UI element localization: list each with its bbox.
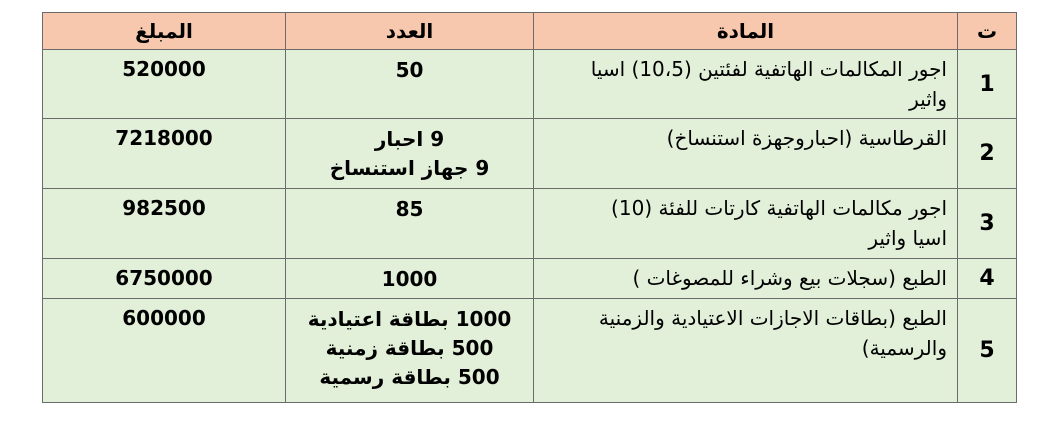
item-line: الطبع (سجلات بيع وشراء للمصوغات ) — [632, 266, 947, 290]
count-line: 1000 — [381, 267, 438, 291]
header-count: العدد — [286, 13, 534, 50]
item-line: اجور مكالمات الهاتفية كارتات للفئة (10) — [611, 196, 947, 220]
count-line: 50 — [395, 58, 424, 82]
index-cell: 3 — [958, 189, 1017, 259]
expenses-table — [42, 12, 1017, 403]
header-row — [43, 13, 1017, 50]
item-line: واثير — [909, 87, 947, 111]
amount-cell: 7218000 — [43, 119, 286, 189]
count-cell — [286, 119, 534, 189]
count-line: 1000 بطاقة اعتيادية — [307, 307, 512, 331]
amount-cell: 520000 — [43, 50, 286, 119]
table-row — [43, 189, 1017, 259]
count-line: 85 — [395, 197, 424, 221]
item-line: القرطاسية (احباروجهزة استنساخ) — [666, 126, 947, 150]
item-line: الطبع (بطاقات الاجازات الاعتيادية والزمنية — [598, 306, 947, 330]
count-line: 500 بطاقة رسمية — [319, 365, 500, 389]
count-cell — [286, 50, 534, 119]
item-cell — [534, 189, 958, 259]
table-row — [43, 259, 1017, 299]
index-cell: 1 — [958, 50, 1017, 119]
item-cell — [534, 119, 958, 189]
item-line: اجور المكالمات الهاتفية لفئتين (10،5) اسيا — [590, 57, 947, 81]
index-cell: 2 — [958, 119, 1017, 189]
count-cell — [286, 299, 534, 403]
header-amount: المبلغ — [43, 13, 286, 50]
count-line: 9 جهاز استنساخ — [329, 156, 490, 180]
index-cell: 4 — [958, 259, 1017, 299]
table-row — [43, 119, 1017, 189]
header-index: ت — [958, 13, 1017, 50]
count-line: 500 بطاقة زمنية — [325, 336, 494, 360]
item-line: والرسمية) — [861, 336, 947, 360]
amount-cell: 982500 — [43, 189, 286, 259]
item-cell — [534, 50, 958, 119]
item-line: اسيا واثير — [868, 226, 947, 250]
count-cell — [286, 259, 534, 299]
table-row — [43, 299, 1017, 403]
amount-cell: 600000 — [43, 299, 286, 403]
amount-cell: 6750000 — [43, 259, 286, 299]
count-line: 9 احبار — [374, 127, 445, 151]
table-row — [43, 50, 1017, 119]
item-cell — [534, 259, 958, 299]
index-cell: 5 — [958, 299, 1017, 403]
item-cell — [534, 299, 958, 403]
count-cell — [286, 189, 534, 259]
header-item: المادة — [534, 13, 958, 50]
